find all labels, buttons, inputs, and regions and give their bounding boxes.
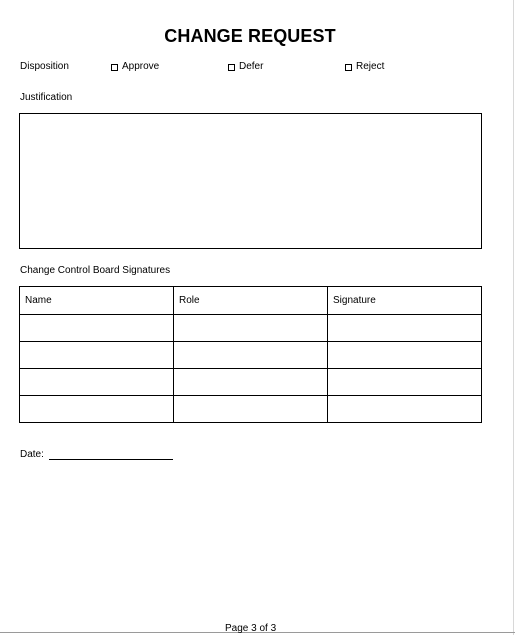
signatures-table [19, 286, 482, 423]
justification-label: Justification [20, 92, 73, 103]
name-cell[interactable] [20, 396, 174, 423]
column-header-role: Role [174, 287, 328, 315]
date-field[interactable] [49, 459, 173, 460]
page-number: Page 3 of 3 [225, 623, 277, 634]
approve-label: Approve [122, 61, 160, 72]
page-edge-right [513, 0, 514, 635]
defer-checkbox[interactable] [228, 64, 235, 71]
signature-cell[interactable] [328, 315, 482, 342]
name-cell[interactable] [20, 342, 174, 369]
column-header-name: Name [20, 287, 174, 315]
table-row [20, 396, 482, 423]
role-cell[interactable] [174, 315, 328, 342]
role-cell[interactable] [174, 342, 328, 369]
name-cell[interactable] [20, 315, 174, 342]
defer-label: Defer [239, 61, 264, 72]
column-header-signature: Signature [328, 287, 482, 315]
justification-field[interactable] [19, 113, 482, 249]
signature-cell[interactable] [328, 396, 482, 423]
disposition-label: Disposition [20, 61, 69, 72]
role-cell[interactable] [174, 396, 328, 423]
name-cell[interactable] [20, 369, 174, 396]
table-row [20, 369, 482, 396]
page-title: CHANGE REQUEST [164, 26, 336, 46]
reject-checkbox[interactable] [345, 64, 352, 71]
table-row [20, 315, 482, 342]
date-label: Date: [20, 449, 44, 460]
signatures-label: Change Control Board Signatures [20, 265, 171, 276]
reject-label: Reject [356, 61, 385, 72]
signature-cell[interactable] [328, 342, 482, 369]
table-row [20, 342, 482, 369]
approve-checkbox[interactable] [111, 64, 118, 71]
table-header-row [20, 287, 482, 315]
role-cell[interactable] [174, 369, 328, 396]
signature-cell[interactable] [328, 369, 482, 396]
